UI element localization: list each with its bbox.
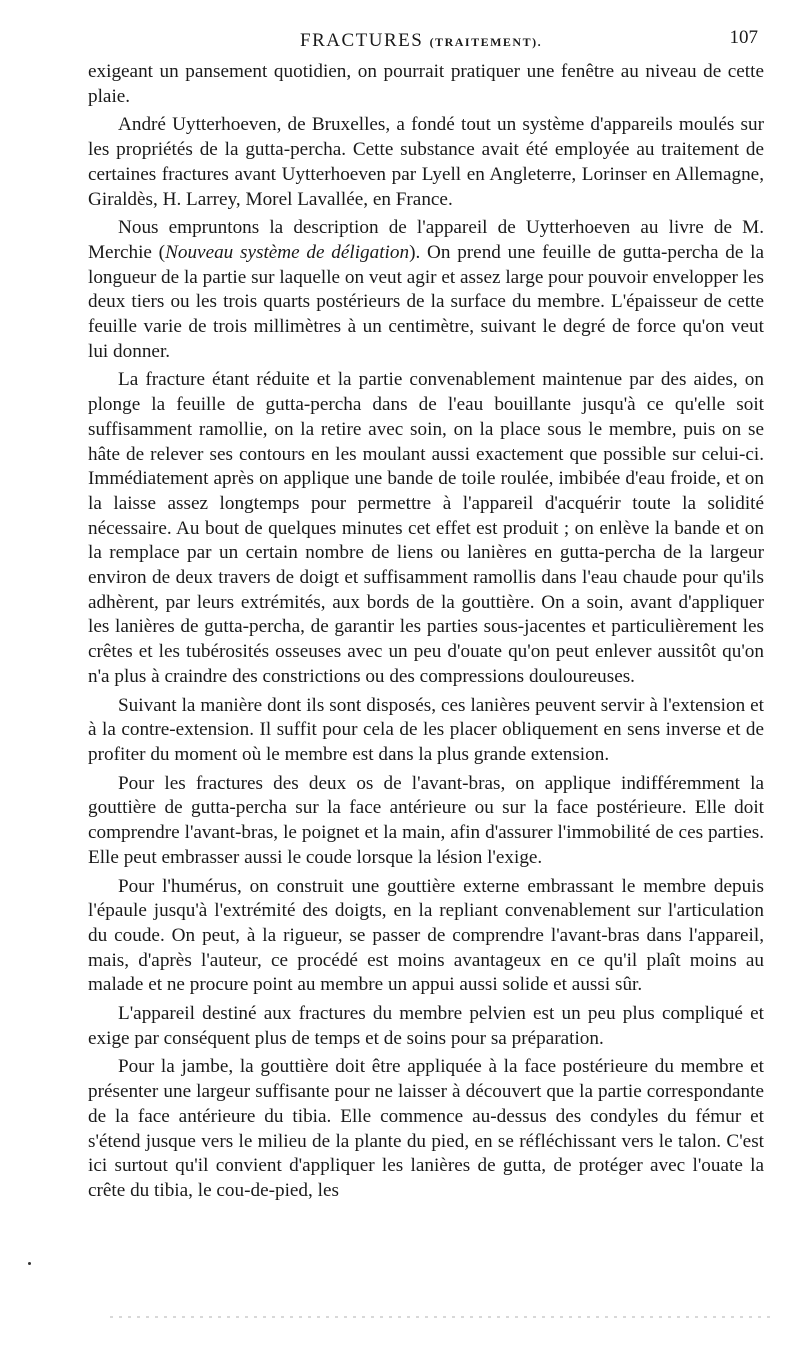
paragraph: L'appareil destiné aux fractures du membre pelvien est un peu plus compliqué et exige par conséquent plus de temps et de soins pour sa préparation. (88, 1003, 764, 1049)
paragraph: exigeant un pansement quotidien, on pourrait pratiquer une fenêtre au niveau de cette plaie. (88, 61, 764, 107)
page-number: 107 (729, 27, 758, 48)
body-text (88, 60, 764, 1204)
running-title (300, 30, 542, 52)
paragraph: André Uytterhoeven, de Bruxelles, a fondé tout un système d'appareils moulés sur les propriétés de la gutta-percha. Cette substance avait été employée au traitement de certaines fractures avant Uytterhoeven par Lyell en Angleterre, Lorinser en Allemagne, Giraldès, H. Larrey, Morel Lavallée, en France. (88, 114, 764, 210)
paragraph-text: ). On prend une feuille de gutta-percha de la longueur de la partie sur laquelle on veut agir et assez large pour pouvoir envelopper les deux tiers ou les trois quarts postérieurs de la surface du membre. L'épaisseur de cette feuille varie de trois millimètres à un centimètre, suivant le degré de force qu'on veut lui donner. (88, 241, 764, 362)
paragraph: Suivant la manière dont ils sont disposés, ces lanières peuvent servir à l'extension et à la contre-extension. Il suffit pour cela de les placer obliquement en sens inverse et de profiter du moment où le membre est dans la plus grande extension. (88, 694, 764, 765)
page-header (88, 26, 764, 60)
paragraph: La fracture étant réduite et la partie convenablement maintenue par des aides, on plonge la feuille de gutta-percha dans de l'eau bouillante jusqu'à ce qu'elle soit suffisamment ramollie, on la retire avec soin, on la place sous le membre, puis on se hâte de relever ses contours en les moulant aussi exactement que possible sur celui-ci. Immédiatement après on applique une bande de toile roulée, imbibée d'eau froide, et on la laisse assez longtemps pour permettre à l'appareil d'acquérir toute la solidité nécessaire. Au bout de quelques minutes cet effet est produit ; on enlève la bande et on la remplace par un certain nombre de liens ou lanières en gutta-percha de la largeur environ de deux travers de doigt et suffisamment ramollis dans l'eau chaude pour qu'ils adhèrent, par leurs extrémités, aux bords de la gouttière. On a soin, avant d'appliquer les lanières de gutta-percha, de garantir les parties sous-jacentes et particulièrement les crêtes et les tubérosités osseuses avec un peu d'ouate qu'on peut enlever aussitôt qu'on n'a plus à craindre des constrictions ou des compressions douloureuses. (88, 369, 764, 687)
margin-speck (28, 1262, 31, 1265)
paragraph: Pour les fractures des deux os de l'avant-bras, on applique indifféremment la gouttière de gutta-percha sur la face antérieure ou sur la face postérieure. Elle doit comprendre l'avant-bras, le poignet et la main, afin d'assurer l'immobilité de ces parties. Elle peut embrasser aussi le coude lorsque la lésion l'exige. (88, 772, 764, 868)
book-title-italic: Nouveau système de déligation (165, 241, 410, 263)
paragraph: Pour la jambe, la gouttière doit être appliquée à la face postérieure du membre et présenter une largeur suffisante pour ne laisser à découvert que la partie correspondante de la face antérieure du tibia. Elle commence au-dessus des condyles du fémur et s'étend jusque vers le milieu de la plante du pied, en se réfléchissant vers le talon. C'est ici surtout qu'il convient d'appliquer les lanières de gutta, de protéger avec l'ouate la crête du tibia, le cou-de-pied, les (88, 1056, 764, 1201)
paragraph (88, 216, 764, 364)
book-page (88, 26, 764, 1204)
paragraph: Pour l'humérus, on construit une gouttière externe embrassant le membre depuis l'épaule jusqu'à l'extrémité des doigts, en la repliant convenablement sur l'articulation du coude. On peut, à la rigueur, se passer de comprendre l'avant-bras dans l'appareil, mais, d'après l'auteur, ce procédé est moins avantageux en ce qu'il plaît moins au malade et ne procure point au membre un appui aussi solide et aussi sûr. (88, 875, 764, 996)
paragraph-text: Nous empruntons la description de l'appareil de Uytterhoeven au livre de M. Merchie ( (88, 217, 764, 263)
running-title-subtitle: (TRAITEMENT). (429, 35, 543, 49)
bleed-through-marks (110, 1316, 770, 1318)
running-title-main: FRACTURES (300, 30, 424, 51)
